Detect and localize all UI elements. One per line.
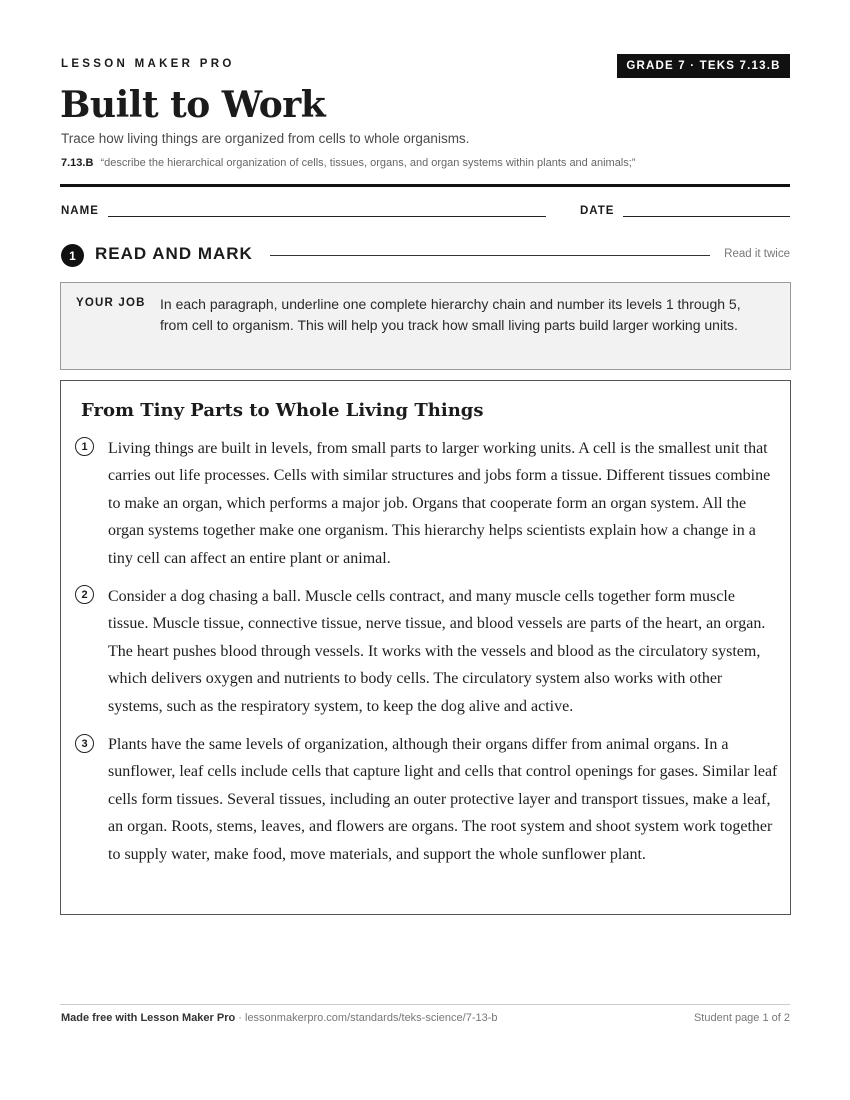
- footer-url[interactable]: · lessonmakerpro.com/standards/teks-science/7-13-b: [235, 1012, 498, 1024]
- reading-passage: [60, 380, 791, 915]
- paragraph-3: Plants have the same levels of organization, although their organs differ from animal organs. In a sunflower, leaf cells include cells that capture light and cells that control openings for gases. Similar leaf cells form tissues. Several tissues, including an outer protective layer and transport tissues, make a leaf, an organ. Roots, stems, leaves, and flowers are organs. The root system and shoot system work together to supply water, make food, move materials, and support the whole sunflower plant.: [108, 736, 778, 863]
- name-field[interactable]: [108, 216, 546, 217]
- page-subtitle: Trace how living things are organized from cells to whole organisms.: [61, 131, 470, 146]
- section-number-badge: 1: [61, 244, 84, 267]
- footer-divider: [60, 1004, 790, 1005]
- header-divider: [60, 184, 790, 187]
- your-job-box: [60, 282, 791, 370]
- passage-title: From Tiny Parts to Whole Living Things: [81, 400, 484, 421]
- grade-badge: GRADE 7 · TEKS 7.13.B: [617, 54, 790, 78]
- footer-made-with: Made free with Lesson Maker Pro: [61, 1012, 236, 1024]
- paragraph-number-2: 2: [75, 585, 94, 604]
- paragraph-number-1: 1: [75, 437, 94, 456]
- paragraph-1: Living things are built in levels, from small parts to larger working units. A cell is the smallest unit that carries out life processes. Cells with similar structures and jobs form a tissue. Different tissues combine to make an organ, which performs a major job. Organs that cooperate form an organ system. All the organ systems together make one organism. This hierarchy helps scientists explain how a change in a tiny cell can affect an entire plant or animal.: [108, 440, 771, 567]
- page-title: Built to Work: [60, 84, 326, 126]
- brand-name: LESSON MAKER PRO: [61, 58, 235, 70]
- paragraph-2: Consider a dog chasing a ball. Muscle cells contract, and many muscle cells together form muscle tissue. Muscle tissue, connective tissue, nerve tissue, and blood vessels are parts of the heart, an organ. The heart pushes blood through vessels. It works with the vessels and blood as the circulatory system, which delivers oxygen and nutrients to body cells. The circulatory system also works with other systems, such as the respiratory system, to keep the dog alive and active.: [108, 588, 766, 715]
- footer-credit: [61, 1012, 498, 1024]
- standard-code: 7.13.B: [61, 157, 94, 169]
- your-job-text: In each paragraph, underline one complete hierarchy chain and number its levels 1 through 5, from cell to organism. This will help you track how small living parts build larger working units.: [160, 296, 741, 333]
- date-field[interactable]: [623, 216, 790, 217]
- paragraph-number-3: 3: [75, 734, 94, 753]
- section-note: Read it twice: [724, 248, 790, 260]
- standard-line: [61, 157, 635, 169]
- standard-text: “describe the hierarchical organization of cells, tissues, organs, and organ systems within plants and animals;”: [100, 157, 636, 169]
- your-job-label: YOUR JOB: [76, 297, 146, 309]
- name-label: NAME: [61, 205, 99, 217]
- section-divider: [270, 255, 710, 256]
- section-title: READ AND MARK: [95, 244, 253, 263]
- footer-page-number: Student page 1 of 2: [693, 1012, 790, 1024]
- date-label: DATE: [580, 205, 615, 217]
